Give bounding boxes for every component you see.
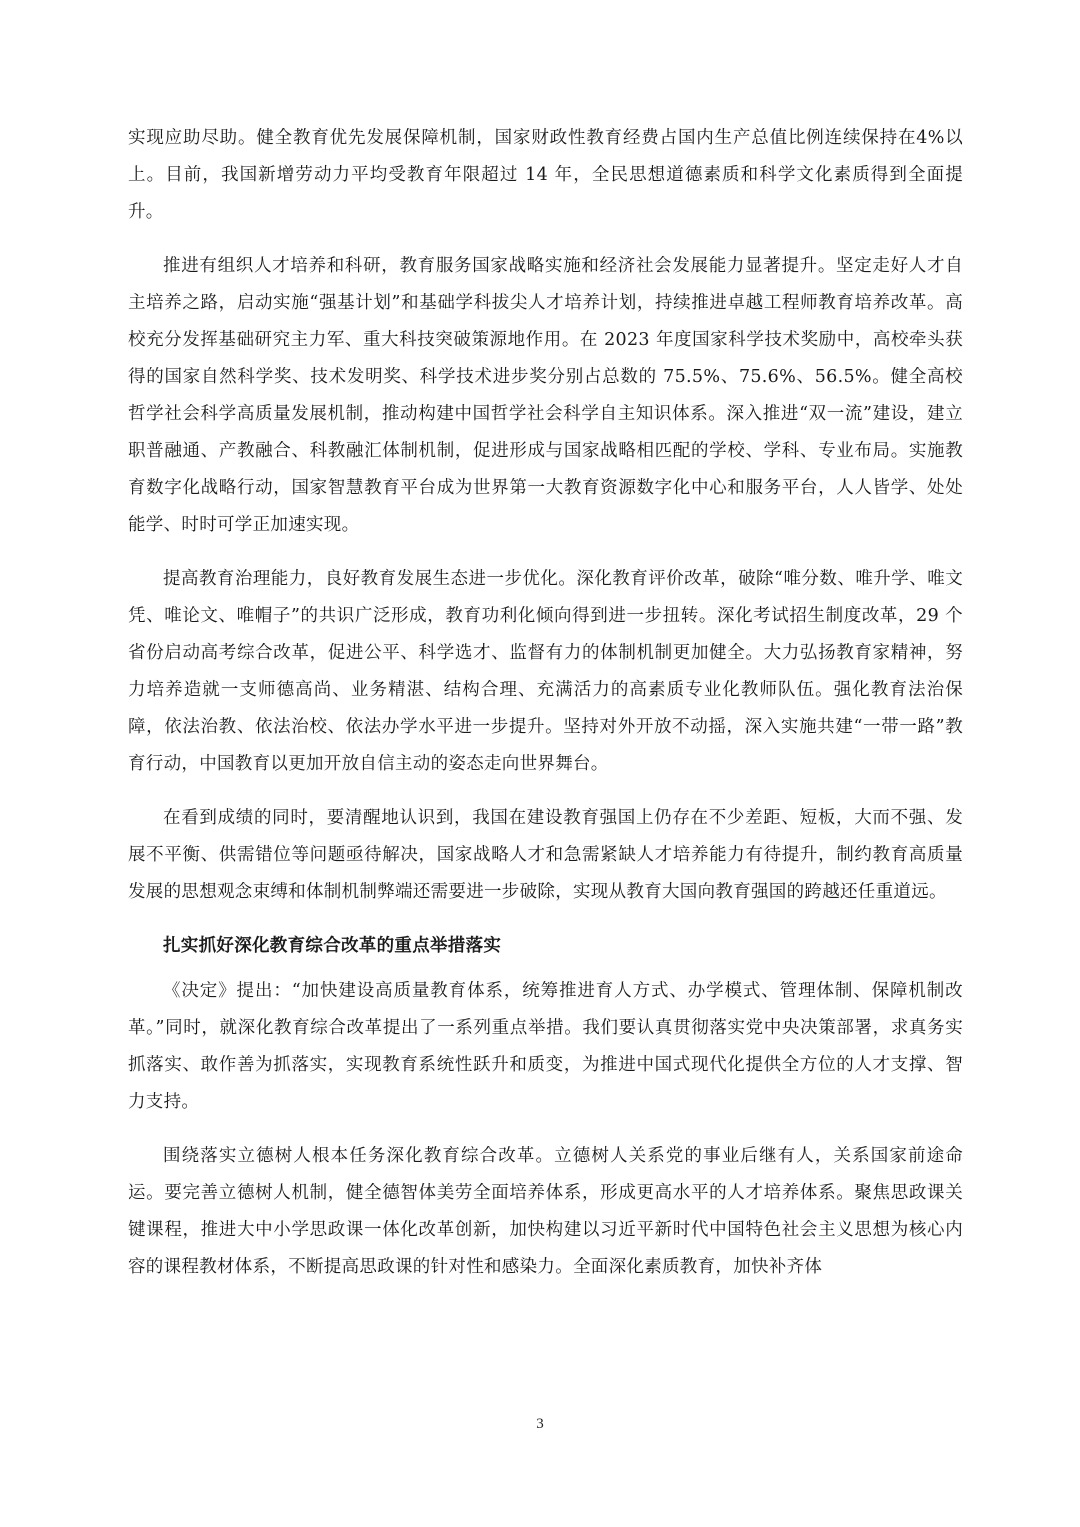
paragraph-decision: 《决定》提出：“加快建设高质量教育体系，统筹推进育人方式、办学模式、管理体制、保障机制改革。”同时，就深化教育综合改革提出了一系列重点举措。我们要认真贯彻落实党中央决策部署，求真务实抓落实、敢作善为抓落实，实现教育系统性跃升和质变，为推进中国式现代化提供全方位的人才支撑、智力支持。 (128, 981, 963, 1112)
paragraph-continued: 实现应助尽助。健全教育优先发展保障机制，国家财政性教育经费占国内生产总值比例连续保持在4%以上。目前，我国新增劳动力平均受教育年限超过 14 年，全民思想道德素质和科学文化素质得到全面提升。 (128, 128, 963, 222)
document-body (128, 120, 963, 1303)
paragraph-shortcomings: 在看到成绩的同时，要清醒地认识到，我国在建设教育强国上仍存在不少差距、短板，大而不强、发展不平衡、供需错位等问题亟待解决，国家战略人才和急需紧缺人才培养能力有待提升，制约教育高质量发展的思想观念束缚和体制机制弊端还需要进一步破除，实现从教育大国向教育强国的跨越还任重道远。 (128, 808, 963, 902)
section-heading: 扎实抓好深化教育综合改革的重点举措落实 (163, 936, 502, 956)
paragraph-moral-education: 围绕落实立德树人根本任务深化教育综合改革。立德树人关系党的事业后继有人，关系国家前途命运。要完善立德树人机制，健全德智体美劳全面培养体系，形成更高水平的人才培养体系。聚焦思政课关键课程，推进大中小学思政课一体化改革创新，加快构建以习近平新时代中国特色社会主义思想为核心内容的课程教材体系，不断提高思政课的针对性和感染力。全面深化素质教育，加快补齐体 (128, 1146, 963, 1277)
paragraph-governance: 提高教育治理能力，良好教育发展生态进一步优化。深化教育评价改革，破除“唯分数、唯升学、唯文凭、唯论文、唯帽子”的共识广泛形成，教育功利化倾向得到进一步扭转。深化考试招生制度改革，29 个省份启动高考综合改革，促进公平、科学选才、监督有力的体制机制更加健全。大力弘扬教育家精神，努力培养造就一支师德高尚、业务精湛、结构合理、充满活力的高素质专业化教师队伍。强化教育法治保障，依法治教、依法治校、依法办学水平进一步提升。坚持对外开放不动摇，深入实施共建“一带一路”教育行动，中国教育以更加开放自信主动的姿态走向世界舞台。 (128, 569, 963, 774)
paragraph-talent-research: 推进有组织人才培养和科研，教育服务国家战略实施和经济社会发展能力显著提升。坚定走好人才自主培养之路，启动实施“强基计划”和基础学科拔尖人才培养计划，持续推进卓越工程师教育培养改革。高校充分发挥基础研究主力军、重大科技突破策源地作用。在 2023 年度国家科学技术奖励中，高校牵头获得的国家自然科学奖、技术发明奖、科学技术进步奖分别占总数的 75.5%、75.6%、56.5%。健全高校哲学社会科学高质量发展机制，推动构建中国哲学社会科学自主知识体系。深入推进“双一流”建设，建立职普融通、产教融合、科教融汇体制机制，促进形成与国家战略相匹配的学校、学科、专业布局。实施教育数字化战略行动，国家智慧教育平台成为世界第一大教育资源数字化中心和服务平台，人人皆学、处处能学、时时可学正加速实现。 (128, 256, 963, 535)
page-number: 3 (536, 1416, 544, 1432)
